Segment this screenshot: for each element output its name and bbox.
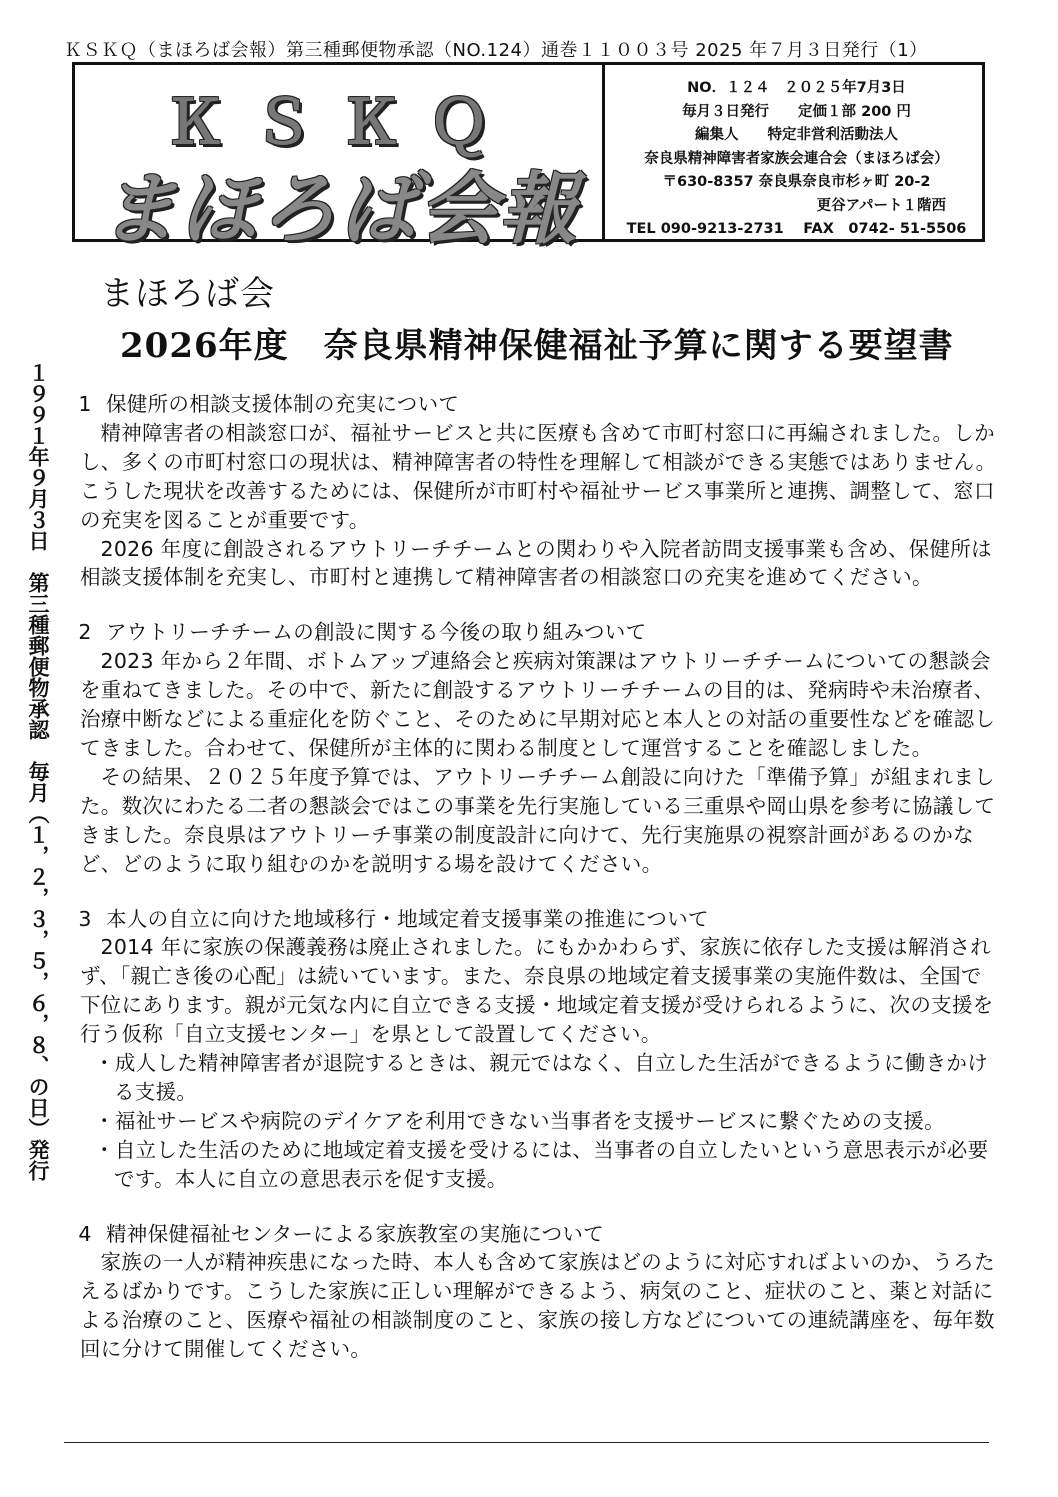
bullet-item: ・ 自立した生活のために地域定着支援を受けるには、当事者の自立したいという意思表示が必要です。本人に自立の意思表示を促す支援。	[94, 1136, 999, 1194]
section-heading	[64, 390, 999, 419]
section-number: 1	[78, 392, 92, 416]
info-line: 更谷アパート１階西	[816, 197, 946, 214]
paragraph: 家族の一人が精神疾患になった時、本人も含めて家族はどのように対応すればよいのか、うろたえるばかりです。こうした家族に正しい理解ができるよう、病気のこと、症状のこと、薬と対話による治療のこと、医療や福祉の相談制度のこと、家族の接し方などについての連続講座を、毎年数回に分けて開催してください。	[80, 1250, 995, 1362]
document-body	[64, 390, 999, 1390]
bottom-divider	[64, 1442, 989, 1443]
publication-info	[605, 65, 982, 239]
info-line: NO．１２４ ２０２５年7月3日	[687, 80, 906, 96]
paragraph: 精神障害者の相談窓口が、福祉サービスと共に医療も含めて市町村窓口に再編されました。しかし、多くの市町村窓口の現状は、精神障害者の特性を理解して相談ができる実態ではありません。こうした現状を改善するためには、保健所が市町村や福祉サービス事業所と連携、調整して、窓口の充実を図ることが重要です。	[80, 420, 997, 532]
section-number: 4	[78, 1221, 92, 1246]
logo-kskq: ＫＳＫＱ	[165, 89, 517, 156]
section-2	[64, 618, 999, 878]
bullet-list	[64, 1049, 999, 1194]
section-title: アウトリーチチームの創設に関する今後の取り組みついて	[106, 620, 647, 645]
section-3	[64, 905, 999, 1194]
info-line: 編集人 特定非営利活動法人	[695, 127, 898, 143]
section-heading	[64, 905, 999, 934]
section-title: 精神保健福祉センターによる家族教室の実施について	[106, 1221, 604, 1246]
section-1	[64, 390, 999, 592]
vertical-postal-notice: １９９１年９月３日 第三種郵便物承認 毎月（１，２，３，５，６，８、の日）発行	[26, 362, 51, 1181]
section-number: 3	[78, 906, 92, 931]
document-title: 2026年度 奈良県精神保健福祉予算に関する要望書	[120, 326, 954, 366]
masthead	[72, 62, 985, 255]
section-4	[64, 1220, 999, 1365]
logo	[75, 65, 605, 255]
info-line: 毎月３日発行 定価１部 200 円	[682, 103, 911, 120]
section-heading	[64, 618, 999, 647]
info-line: 〒630-8357 奈良県奈良市杉ヶ町 20-2	[662, 174, 931, 190]
paragraph: 2023 年から２年間、ボトムアップ連絡会と疾病対策課はアウトリーチチームについての懇談会を重ねてきました。その中で、新たに創設するアウトリーチチームの目的は、発病時や未治療者、治療中断などによる重症化を防ぐこと、そのために早期対応と本人との対話の重要性などを確認してきました。合わせて、保健所が主体的に関わる制度として運営することを確認しました。	[80, 649, 996, 760]
paragraph: 2014 年に家族の保護義務は廃止されました。にもかかわらず、家族に依存した支援は解消されず、「親亡き後の心配」は続いています。また、奈良県の地域定着支援事業の実施件数は、全国で下位にあります。親が元気な内に自立できる支援・地域定着支援が受けられるように、次の支援を行う仮称「自立支援センター」を県として設置してください。	[80, 935, 994, 1047]
paragraph: その結果、２０２５年度予算では、アウトリーチチーム創設に向けた「準備予算」が組まれました。数次にわたる二者の懇談会ではこの事業を先行実施している三重県や岡山県を参考に協議してきました。奈良県はアウトリーチ事業の制度設計に向けて、先行実施県の視察計画があるのかなど、どのように取り組むのかを説明する場を設けてください。	[80, 764, 996, 876]
section-number: 2	[78, 620, 92, 645]
bullet-item: ・ 成人した精神障害者が退院するときは、親元ではなく、自立した生活ができるように働きかける支援。	[94, 1049, 999, 1107]
paragraph: 2026 年度に創設されるアウトリーチチームとの関わりや入院者訪問支援事業も含め、保健所は相談支援体制を充実し、市町村と連携して精神障害者の相談窓口の充実を進めてください。	[80, 536, 992, 590]
bullet-item: ・ 福祉サービスや病院のデイケアを利用できない当事者を支援サービスに繋ぐための支援。	[94, 1107, 999, 1136]
section-heading	[64, 1220, 999, 1249]
organization-name: まほろば会	[100, 274, 275, 314]
logo-title: まほろば会報	[99, 165, 580, 255]
section-title: 本人の自立に向けた地域移行・地域定着支援事業の推進について	[106, 906, 709, 931]
header-line: ＫＳＫＱ（まほろば会報）第三種郵便物承認（NO.124）通巻１１００３号 2025 年７月３日発行（1）	[64, 40, 928, 61]
info-line: TEL 090-9213-2731 FAX 0742- 51-5506	[626, 221, 967, 237]
info-line: 奈良県精神障害者家族会連合会（まほろば会）	[644, 150, 949, 167]
section-title: 保健所の相談支援体制の充実について	[106, 392, 460, 416]
